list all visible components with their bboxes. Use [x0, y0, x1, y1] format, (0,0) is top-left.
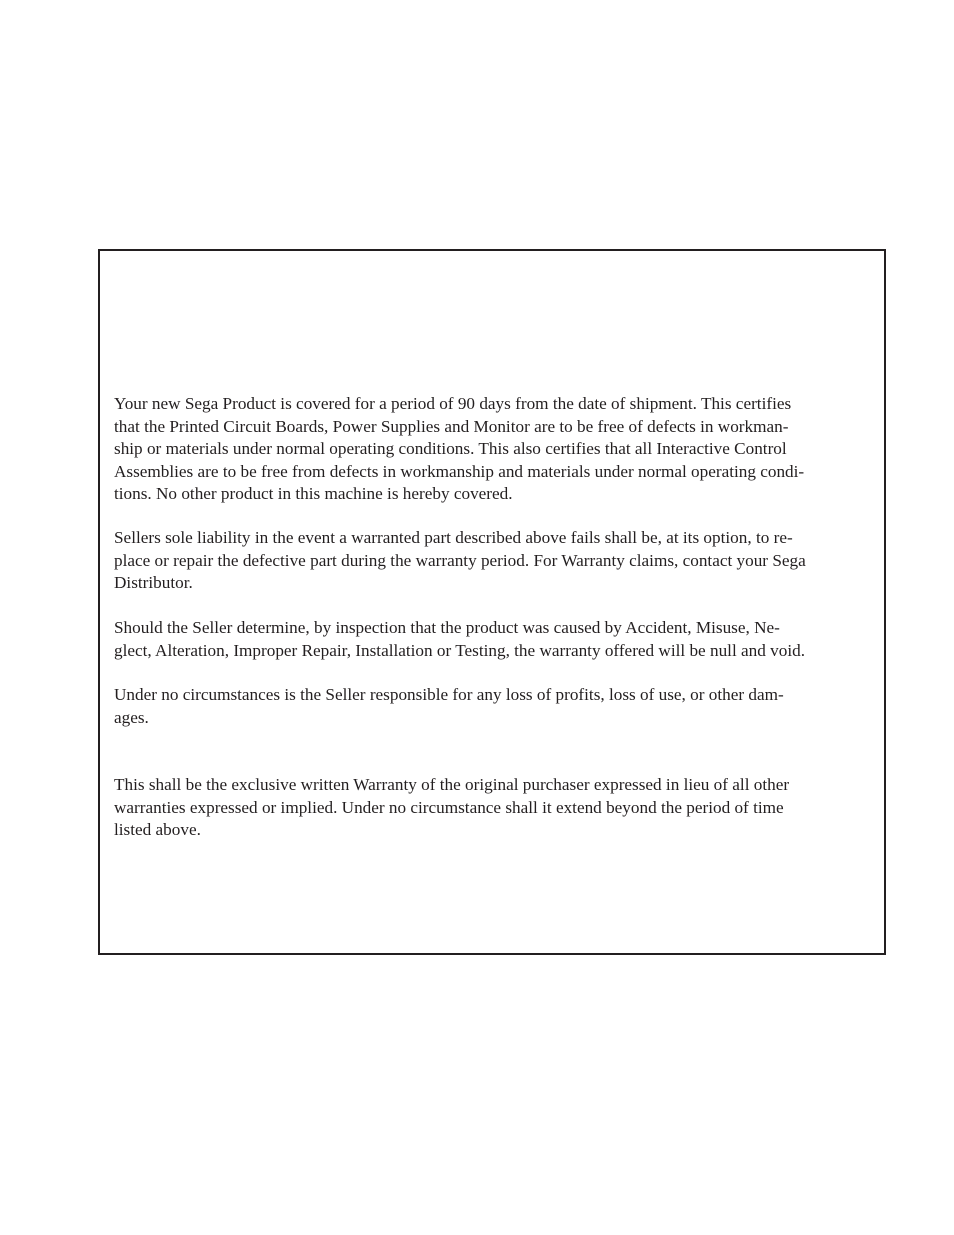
text-line: This shall be the exclusive written Warranty of the original purchaser expressed in lieu of all other	[114, 775, 790, 794]
text-line: Under no circumstances is the Seller responsible for any loss of profits, loss of use, or other dam-	[114, 685, 784, 704]
damages-paragraph	[114, 684, 874, 729]
text-line: glect, Alteration, Improper Repair, Installation or Testing, the warranty offered will be null and void.	[114, 640, 805, 660]
text-line: that the Printed Circuit Boards, Power Supplies and Monitor are to be free of defects in workman-	[114, 416, 789, 436]
exclusive-warranty-paragraph	[114, 774, 874, 842]
text-line: place or repair the defective part during the warranty period. For Warranty claims, contact your Sega	[114, 550, 806, 570]
liability-paragraph	[114, 527, 874, 595]
void-conditions-paragraph	[114, 617, 874, 662]
text-line: tions. No other product in this machine is hereby covered.	[114, 484, 513, 503]
text-line: Should the Seller determine, by inspection that the product was caused by Accident, Misuse, Ne-	[114, 618, 780, 637]
text-line: Your new Sega Product is covered for a period of 90 days from the date of shipment. This certifies	[114, 394, 792, 413]
text-line: Assemblies are to be free from defects in workmanship and materials under normal operating condi-	[114, 461, 805, 481]
text-line: ages.	[114, 707, 149, 727]
text-line: Sellers sole liability in the event a warranted part described above fails shall be, at its option, to re-	[114, 528, 793, 547]
warranty-box	[98, 249, 886, 955]
text-line: warranties expressed or implied. Under no circumstance shall it extend beyond the period of time	[114, 797, 784, 817]
coverage-paragraph	[114, 393, 874, 506]
text-line: Distributor.	[114, 573, 193, 592]
text-line: ship or materials under normal operating conditions. This also certifies that all Interactive Control	[114, 439, 787, 458]
text-line: listed above.	[114, 820, 201, 839]
